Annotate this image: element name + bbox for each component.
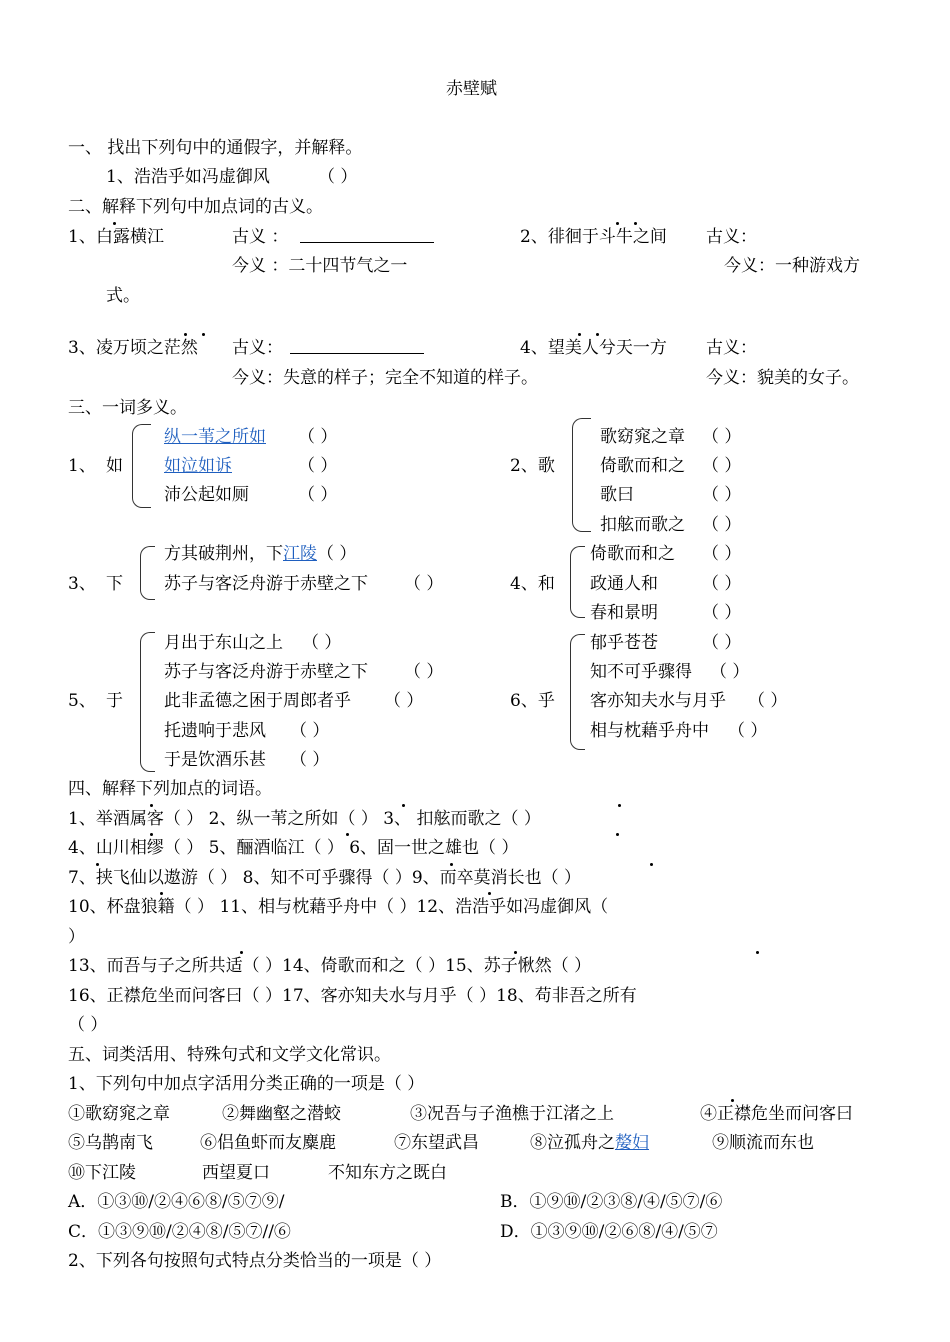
- g6-item-c: 客亦知夫水与月乎: [590, 691, 726, 711]
- answer-blank[interactable]: [300, 226, 434, 243]
- s5-question-2: 2、下列各句按照句式特点分类恰当的一项是（ ）: [68, 1251, 442, 1271]
- emphasis-dot: [616, 833, 619, 836]
- paren: （ ）: [298, 427, 338, 447]
- g2-item-b: 倚歌而和之: [600, 456, 685, 476]
- option-d[interactable]: D．①③⑨⑩/②⑥⑧/④/⑤⑦: [500, 1222, 718, 1242]
- emphasis-dot: [96, 863, 99, 866]
- emphasis-dot: [450, 863, 453, 866]
- paren: （ ）: [728, 721, 768, 741]
- s5-item-5: ⑤乌鹊南飞: [68, 1133, 153, 1153]
- paren: （ ）: [702, 427, 742, 447]
- s4-line-6: 16、正襟危坐而问客曰（ ）17、客亦知夫水与月乎（ ）18、苟非吾之所有: [68, 986, 637, 1006]
- emphasis-dot: [202, 333, 205, 336]
- s4-line-6b: （ ）: [68, 1015, 108, 1035]
- s1-answer-paren: （ ）: [318, 167, 358, 187]
- s2-row2-phrase: 2、徘徊于斗牛之间: [520, 227, 667, 247]
- g2-item-c: 歌曰: [600, 485, 634, 505]
- paren: （ ）: [702, 456, 742, 476]
- paren: （ ）: [302, 633, 342, 653]
- g3-item-a-text: 方其破荆州，下: [164, 544, 283, 564]
- brace: [140, 546, 155, 600]
- s2-row4-jin: 今义：貌美的女子。: [706, 368, 859, 388]
- paren: （ ）: [702, 633, 742, 653]
- emphasis-dot: [650, 863, 653, 866]
- g5-word: 于: [106, 691, 123, 711]
- paren: （ ）: [702, 485, 742, 505]
- emphasis-dot: [616, 222, 619, 225]
- emphasis-dot: [578, 333, 581, 336]
- section5-heading: 五、词类活用、特殊句式和文学文化常识。: [68, 1045, 391, 1065]
- s5-question-1: 1、下列句中加点字活用分类正确的一项是（ ）: [68, 1074, 425, 1094]
- g3-item-a: [164, 543, 356, 565]
- s2-row2-jin: 今义：一种游戏方: [724, 256, 860, 276]
- paren: （ ）: [710, 662, 750, 682]
- paren: （ ）: [298, 456, 338, 476]
- s2-row1-gu-label: 古义 ：: [232, 227, 289, 247]
- s2-row1-jin: 今义 ：二十四节气之一: [232, 256, 408, 276]
- g4-item-c: 春和景明: [590, 603, 658, 623]
- g2-label: 2、歌: [510, 456, 555, 476]
- g5-item-d: 托遗响于悲风: [164, 721, 266, 741]
- g6-label: 6、乎: [510, 691, 555, 711]
- brace: [570, 546, 585, 618]
- s4-line-3: 7、挟飞仙以遨游（ ） 8、知不可乎骤得（ ）9、而卒莫消长也（ ）: [68, 868, 582, 888]
- g1-item-b-link[interactable]: 如泣如诉: [164, 456, 232, 476]
- emphasis-dot: [240, 951, 243, 954]
- s5-item-12: 不知东方之既白: [328, 1163, 447, 1183]
- g4-label: 4、和: [510, 574, 555, 594]
- paren: （ ）: [404, 662, 444, 682]
- s5-item-2: ②舞幽壑之潜蛟: [222, 1104, 341, 1124]
- emphasis-dot: [514, 951, 517, 954]
- paren: （ ）: [702, 515, 742, 535]
- s4-line-5: 13、而吾与子之所共适（ ）14、倚歌而和之（ ）15、苏子愀然（ ）: [68, 956, 592, 976]
- emphasis-dot: [731, 1099, 734, 1102]
- g2-item-d: 扣舷而歌之: [600, 515, 685, 535]
- paren: （ ）: [702, 544, 742, 564]
- paren: （ ）: [702, 574, 742, 594]
- answer-blank[interactable]: [290, 337, 424, 354]
- s2-row3-jin: 今义：失意的样子；完全不知道的样子。: [232, 368, 538, 388]
- g3-word: 下: [106, 574, 123, 594]
- s2-row1-num: 1、: [68, 227, 96, 247]
- emphasis-dot: [618, 804, 621, 807]
- g2-item-a: 歌窈窕之章: [600, 427, 685, 447]
- option-a[interactable]: A．①③⑩/②④⑥⑧/⑤⑦⑨/: [68, 1192, 285, 1212]
- emphasis-dot: [756, 951, 759, 954]
- option-b[interactable]: B．①⑨⑩/②③⑧/④/⑤⑦/⑥: [500, 1192, 723, 1212]
- g3-num: 3、: [68, 574, 96, 594]
- g1-item-c: 沛公起如厕: [164, 485, 249, 505]
- s5-item-8-link[interactable]: 嫠妇: [615, 1133, 649, 1153]
- g5-item-b: 苏子与客泛舟游于赤壁之下: [164, 662, 368, 682]
- s5-item-9: ⑨顺流而东也: [712, 1133, 814, 1153]
- emphasis-dot: [346, 833, 349, 836]
- s5-item-3: ③况吾与子渔樵于江渚之上: [410, 1104, 614, 1124]
- emphasis-dot: [634, 222, 637, 225]
- s2-row3-gu-label: 古义：: [232, 338, 283, 358]
- s2-row3-phrase: 3、凌万顷之茫然: [68, 338, 198, 358]
- paren: （ ）: [384, 691, 424, 711]
- g3-item-b: 苏子与客泛舟游于赤壁之下: [164, 574, 368, 594]
- emphasis-dot: [113, 222, 116, 225]
- s2-row1-phrase: 白露横江: [96, 227, 164, 247]
- g4-item-a: 倚歌而和之: [590, 544, 675, 564]
- s5-item-6: ⑥侣鱼虾而友麋鹿: [200, 1133, 336, 1153]
- g1-item-a-link[interactable]: 纵一苇之所如: [164, 427, 266, 447]
- s5-item-7: ⑦东望武昌: [394, 1133, 479, 1153]
- g4-item-b: 政通人和: [590, 574, 658, 594]
- s2-row2-gu-label: 古义：: [706, 227, 757, 247]
- paren: （ ）: [702, 603, 742, 623]
- emphasis-dot: [150, 804, 153, 807]
- s5-item-4: ④正襟危坐而问客曰: [700, 1104, 853, 1124]
- paren: （ ）: [317, 544, 357, 564]
- brace: [572, 418, 591, 532]
- g5-item-e: 于是饮酒乐甚: [164, 750, 266, 770]
- s4-line-4: 10、杯盘狼籍（ ） 11、相与枕藉乎舟中（ ）12、浩浩乎如冯虚御风（: [68, 897, 609, 917]
- s4-line-2: 4、山川相缪（ ） 5、酾酒临江（ ） 6、固一世之雄也（ ）: [68, 838, 519, 858]
- paren: （ ）: [298, 485, 338, 505]
- emphasis-dot: [184, 333, 187, 336]
- brace: [570, 634, 585, 750]
- s5-item-8-text: ⑧泣孤舟之: [530, 1133, 615, 1153]
- s2-row4-phrase: 4、望美人兮天一方: [520, 338, 667, 358]
- paren: （ ）: [290, 721, 330, 741]
- emphasis-dot: [160, 892, 163, 895]
- emphasis-dot: [596, 333, 599, 336]
- page-title: 赤壁赋: [446, 79, 497, 99]
- section3-heading: 三、一词多义。: [68, 398, 187, 418]
- g6-item-a: 郁乎苍苍: [590, 633, 658, 653]
- g6-item-b: 知不可乎骤得: [590, 662, 692, 682]
- g6-item-d: 相与枕藉乎舟中: [590, 721, 709, 741]
- g1-num: 1、: [68, 456, 96, 476]
- s5-item-11: 西望夏口: [202, 1163, 270, 1183]
- s1-question-1: 1、浩浩乎如冯虚御风: [106, 167, 270, 187]
- s5-item-8: [530, 1132, 649, 1154]
- emphasis-dot: [150, 833, 153, 836]
- paren: （ ）: [290, 750, 330, 770]
- section1-heading: 一、 找出下列句中的通假字，并解释。: [68, 138, 363, 158]
- emphasis-dot: [402, 804, 405, 807]
- g5-item-a: 月出于东山之上: [164, 633, 283, 653]
- section4-heading: 四、解释下列加点的词语。: [68, 779, 272, 799]
- paren: （ ）: [748, 691, 788, 711]
- s2-row2-jin-cont: 式。: [106, 286, 140, 306]
- s4-line-4b: ）: [68, 927, 85, 947]
- g1-word: 如: [106, 456, 123, 476]
- section2-heading: 二、解释下列句中加点词的古义。: [68, 197, 323, 217]
- g5-item-c: 此非孟德之困于周郎者乎: [164, 691, 351, 711]
- option-c[interactable]: C．①③⑨⑩/②④⑧/⑤⑦//⑥: [68, 1222, 291, 1242]
- g3-item-a-link[interactable]: 江陵: [283, 544, 317, 564]
- s2-row4-gu-label: 古义：: [706, 338, 757, 358]
- emphasis-dot: [488, 892, 491, 895]
- paren: （ ）: [404, 574, 444, 594]
- s5-item-10: ⑩下江陵: [68, 1163, 136, 1183]
- g5-num: 5、: [68, 691, 96, 711]
- brace: [140, 632, 155, 772]
- s5-item-1: ①歌窈窕之章: [68, 1104, 170, 1124]
- brace: [132, 424, 151, 508]
- s4-line-1: 1、举酒属客（ ） 2、纵一苇之所如（ ） 3、 扣舷而歌之（ ）: [68, 809, 541, 829]
